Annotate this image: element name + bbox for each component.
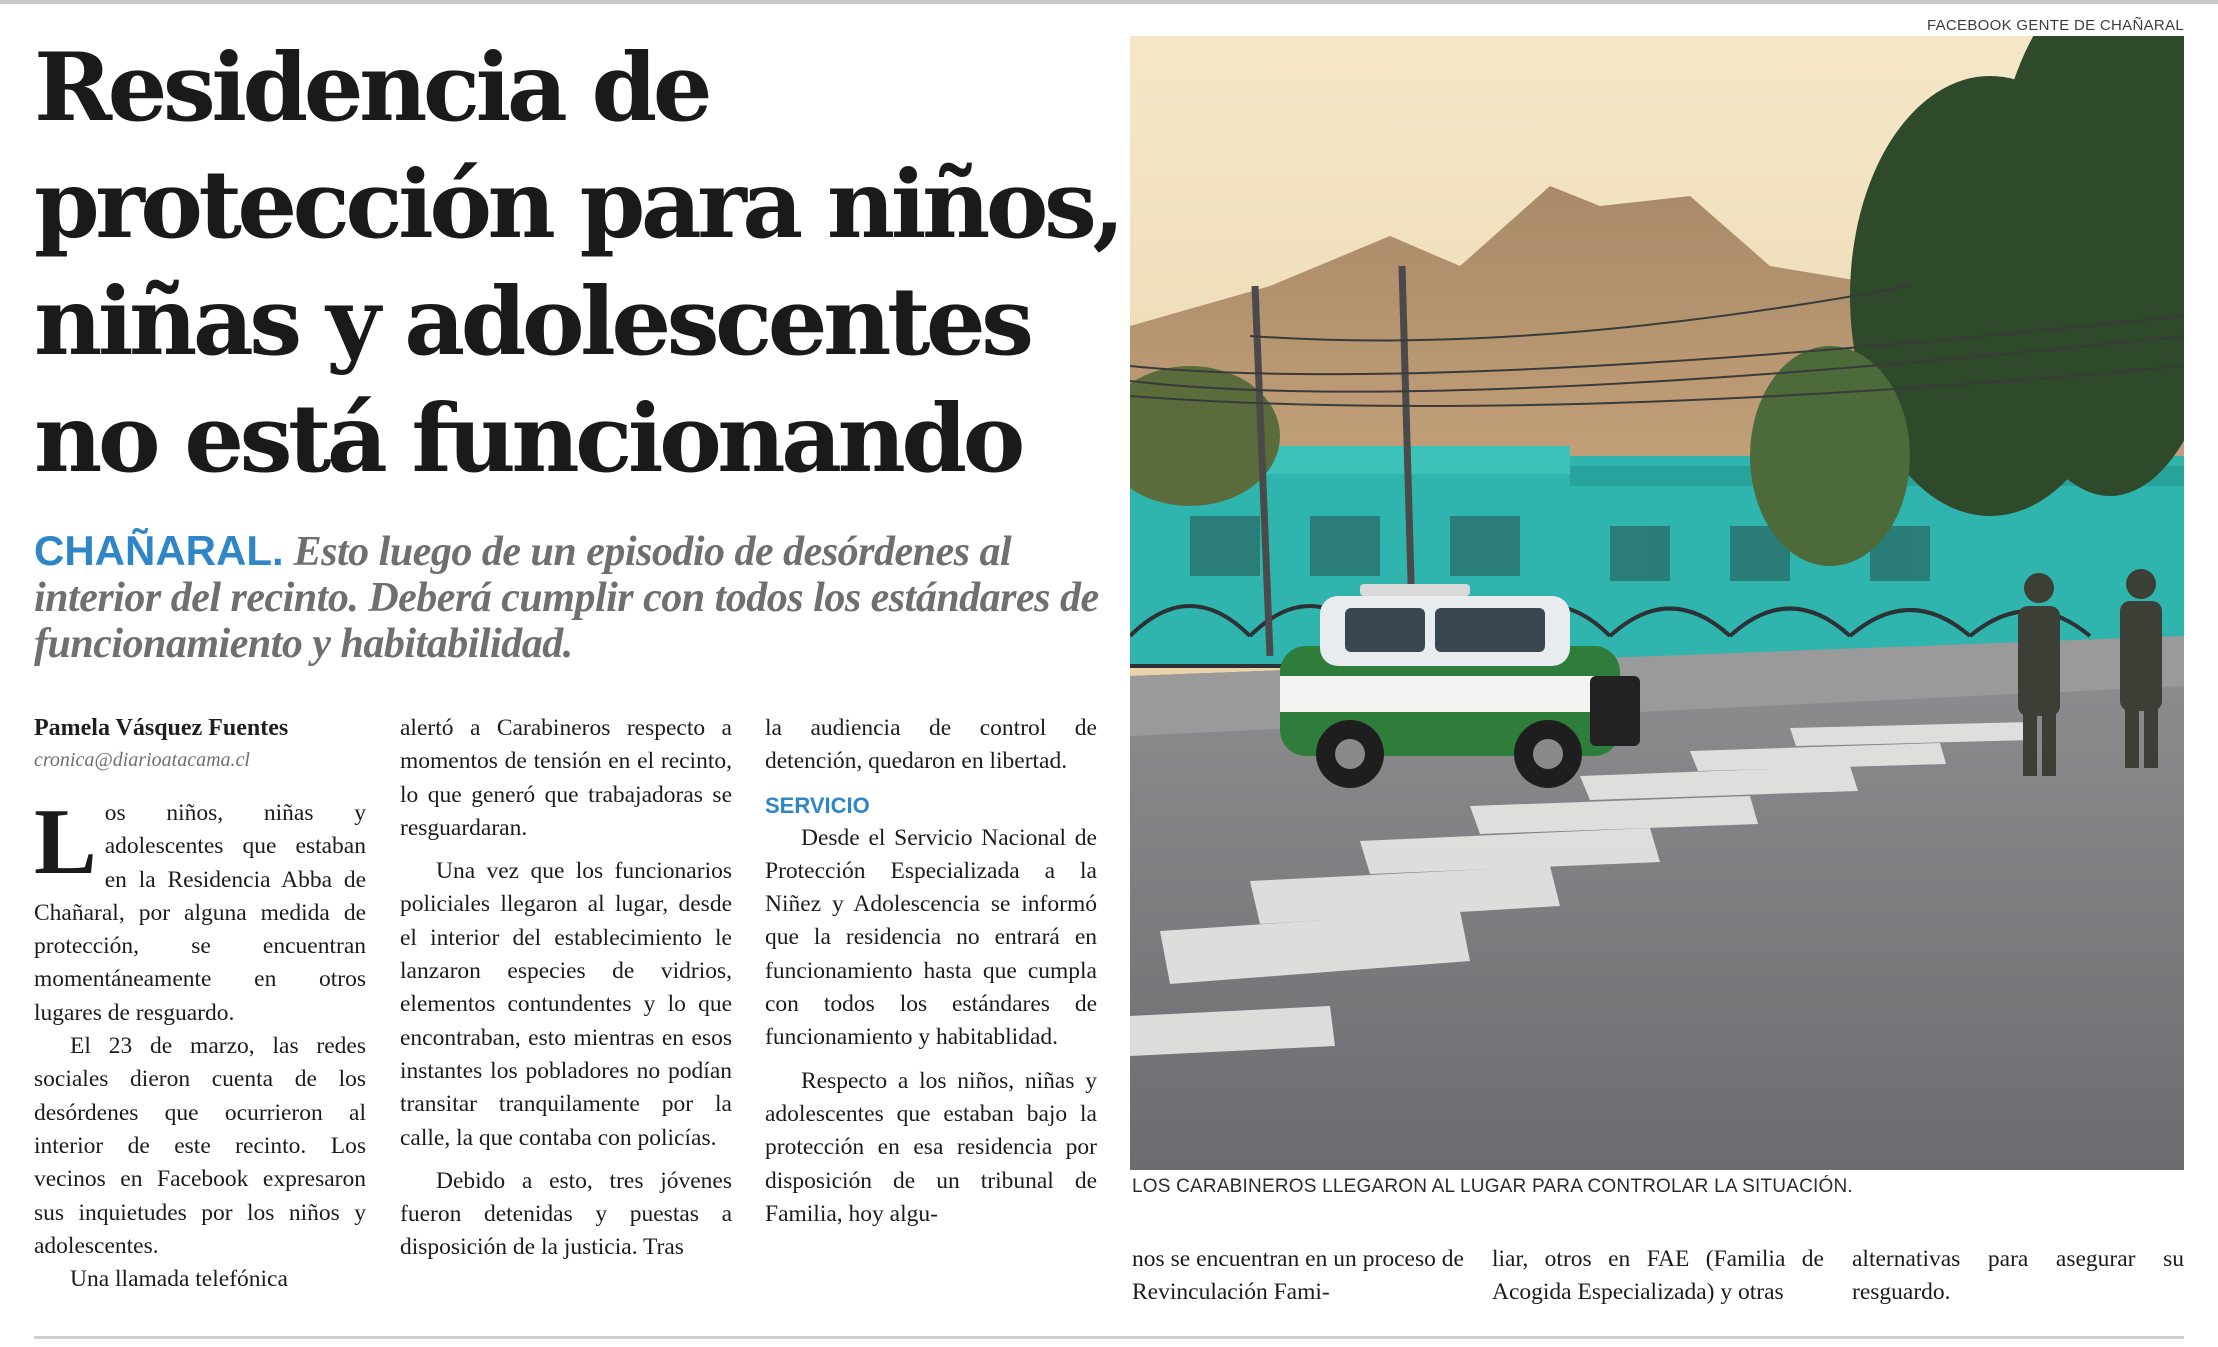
- article-paragraph: Respecto a los niños, niñas y adolescentes que estaban bajo la protección en esa residencia por disposición de un tribunal de Familia, hoy algu-: [765, 1067, 1097, 1227]
- article-paragraph: nos se encuentran en un proceso de Revinculación Fami-: [1132, 1246, 1464, 1306]
- article-paragraph: El 23 de marzo, las redes sociales dieron cuenta de los desórdenes que ocurrieron al interior de este recinto. Los vecinos en Facebook expresaron sus inquietudes por los niños y adolescentes.: [34, 1033, 366, 1259]
- drop-cap: L: [34, 790, 97, 894]
- article-paragraph: [34, 790, 366, 1030]
- byline-name: Pamela Vásquez Fuentes: [34, 715, 289, 741]
- article-column-5: [1492, 1243, 1824, 1310]
- article-column-4: [1132, 1243, 1464, 1310]
- section-subhead: SERVICIO: [765, 792, 870, 818]
- article-paragraph: Debido a esto, tres jóvenes fueron detenidas y puestas a disposición de la justicia. Tras: [400, 1167, 732, 1261]
- article-paragraph: Una llamada telefónica: [70, 1266, 288, 1293]
- byline-email: cronica@diarioatacama.cl: [34, 749, 250, 771]
- photo-caption: LOS CARABINEROS LLEGARON AL LUGAR PARA CONTROLAR LA SITUACIÓN.: [1132, 1176, 1853, 1197]
- article-paragraph: alternativas para asegurar su resguardo.: [1852, 1246, 2184, 1306]
- top-rule: [0, 0, 2218, 4]
- article-column-2: [400, 712, 732, 1265]
- article-column-1: [34, 712, 366, 1296]
- news-photo: [1130, 36, 2184, 1170]
- headline: Residencia de protección para niños, niñas y adolescentes no está funcionando: [34, 33, 1121, 494]
- article-paragraph: Una vez que los funcionarios policiales llegaron al lugar, desde el interior del establecimiento le lanzaron especies de vidrios, elementos contundentes y lo que encontraban, esto mientras en esos instantes los pobladores no podían transitar tranquilamente por la calle, la que contaba con policías.: [400, 858, 732, 1151]
- paragraph-text: os niños, niñas y adolescentes que estaban en la Residencia Abba de Chañaral, por alguna medida de protección, se encuentran momentáneamente en otros lugares de resguardo.: [34, 800, 366, 1026]
- article-column-6: [1852, 1243, 2184, 1310]
- deck-text: Esto luego de un episodio de desórdenes al interior del recinto. Deberá cumplir con todos los estándares de funcionamiento y habitabilidad.: [34, 529, 1099, 667]
- article-paragraph: liar, otros en FAE (Familia de Acogida Especializada) y otras: [1492, 1246, 1824, 1306]
- deck: [34, 528, 1124, 667]
- article-paragraph: la audiencia de control de detención, quedaron en libertad.: [765, 715, 1097, 775]
- article-column-3: [765, 712, 1097, 1231]
- deck-place: CHAÑARAL.: [34, 527, 284, 574]
- article-paragraph: alertó a Carabineros respecto a momentos de tensión en el recinto, lo que generó que trabajadoras se resguardaran.: [400, 715, 732, 841]
- article-paragraph: Desde el Servicio Nacional de Protección Especializada a la Niñez y Adolescencia se informó que la residencia no entrará en funcionamiento hasta que cumpla con todos los estándares de funcionamiento y habitablidad.: [765, 824, 1097, 1051]
- photo-credit: FACEBOOK GENTE DE CHAÑARAL: [1926, 17, 2184, 34]
- bottom-rule: [34, 1336, 2184, 1339]
